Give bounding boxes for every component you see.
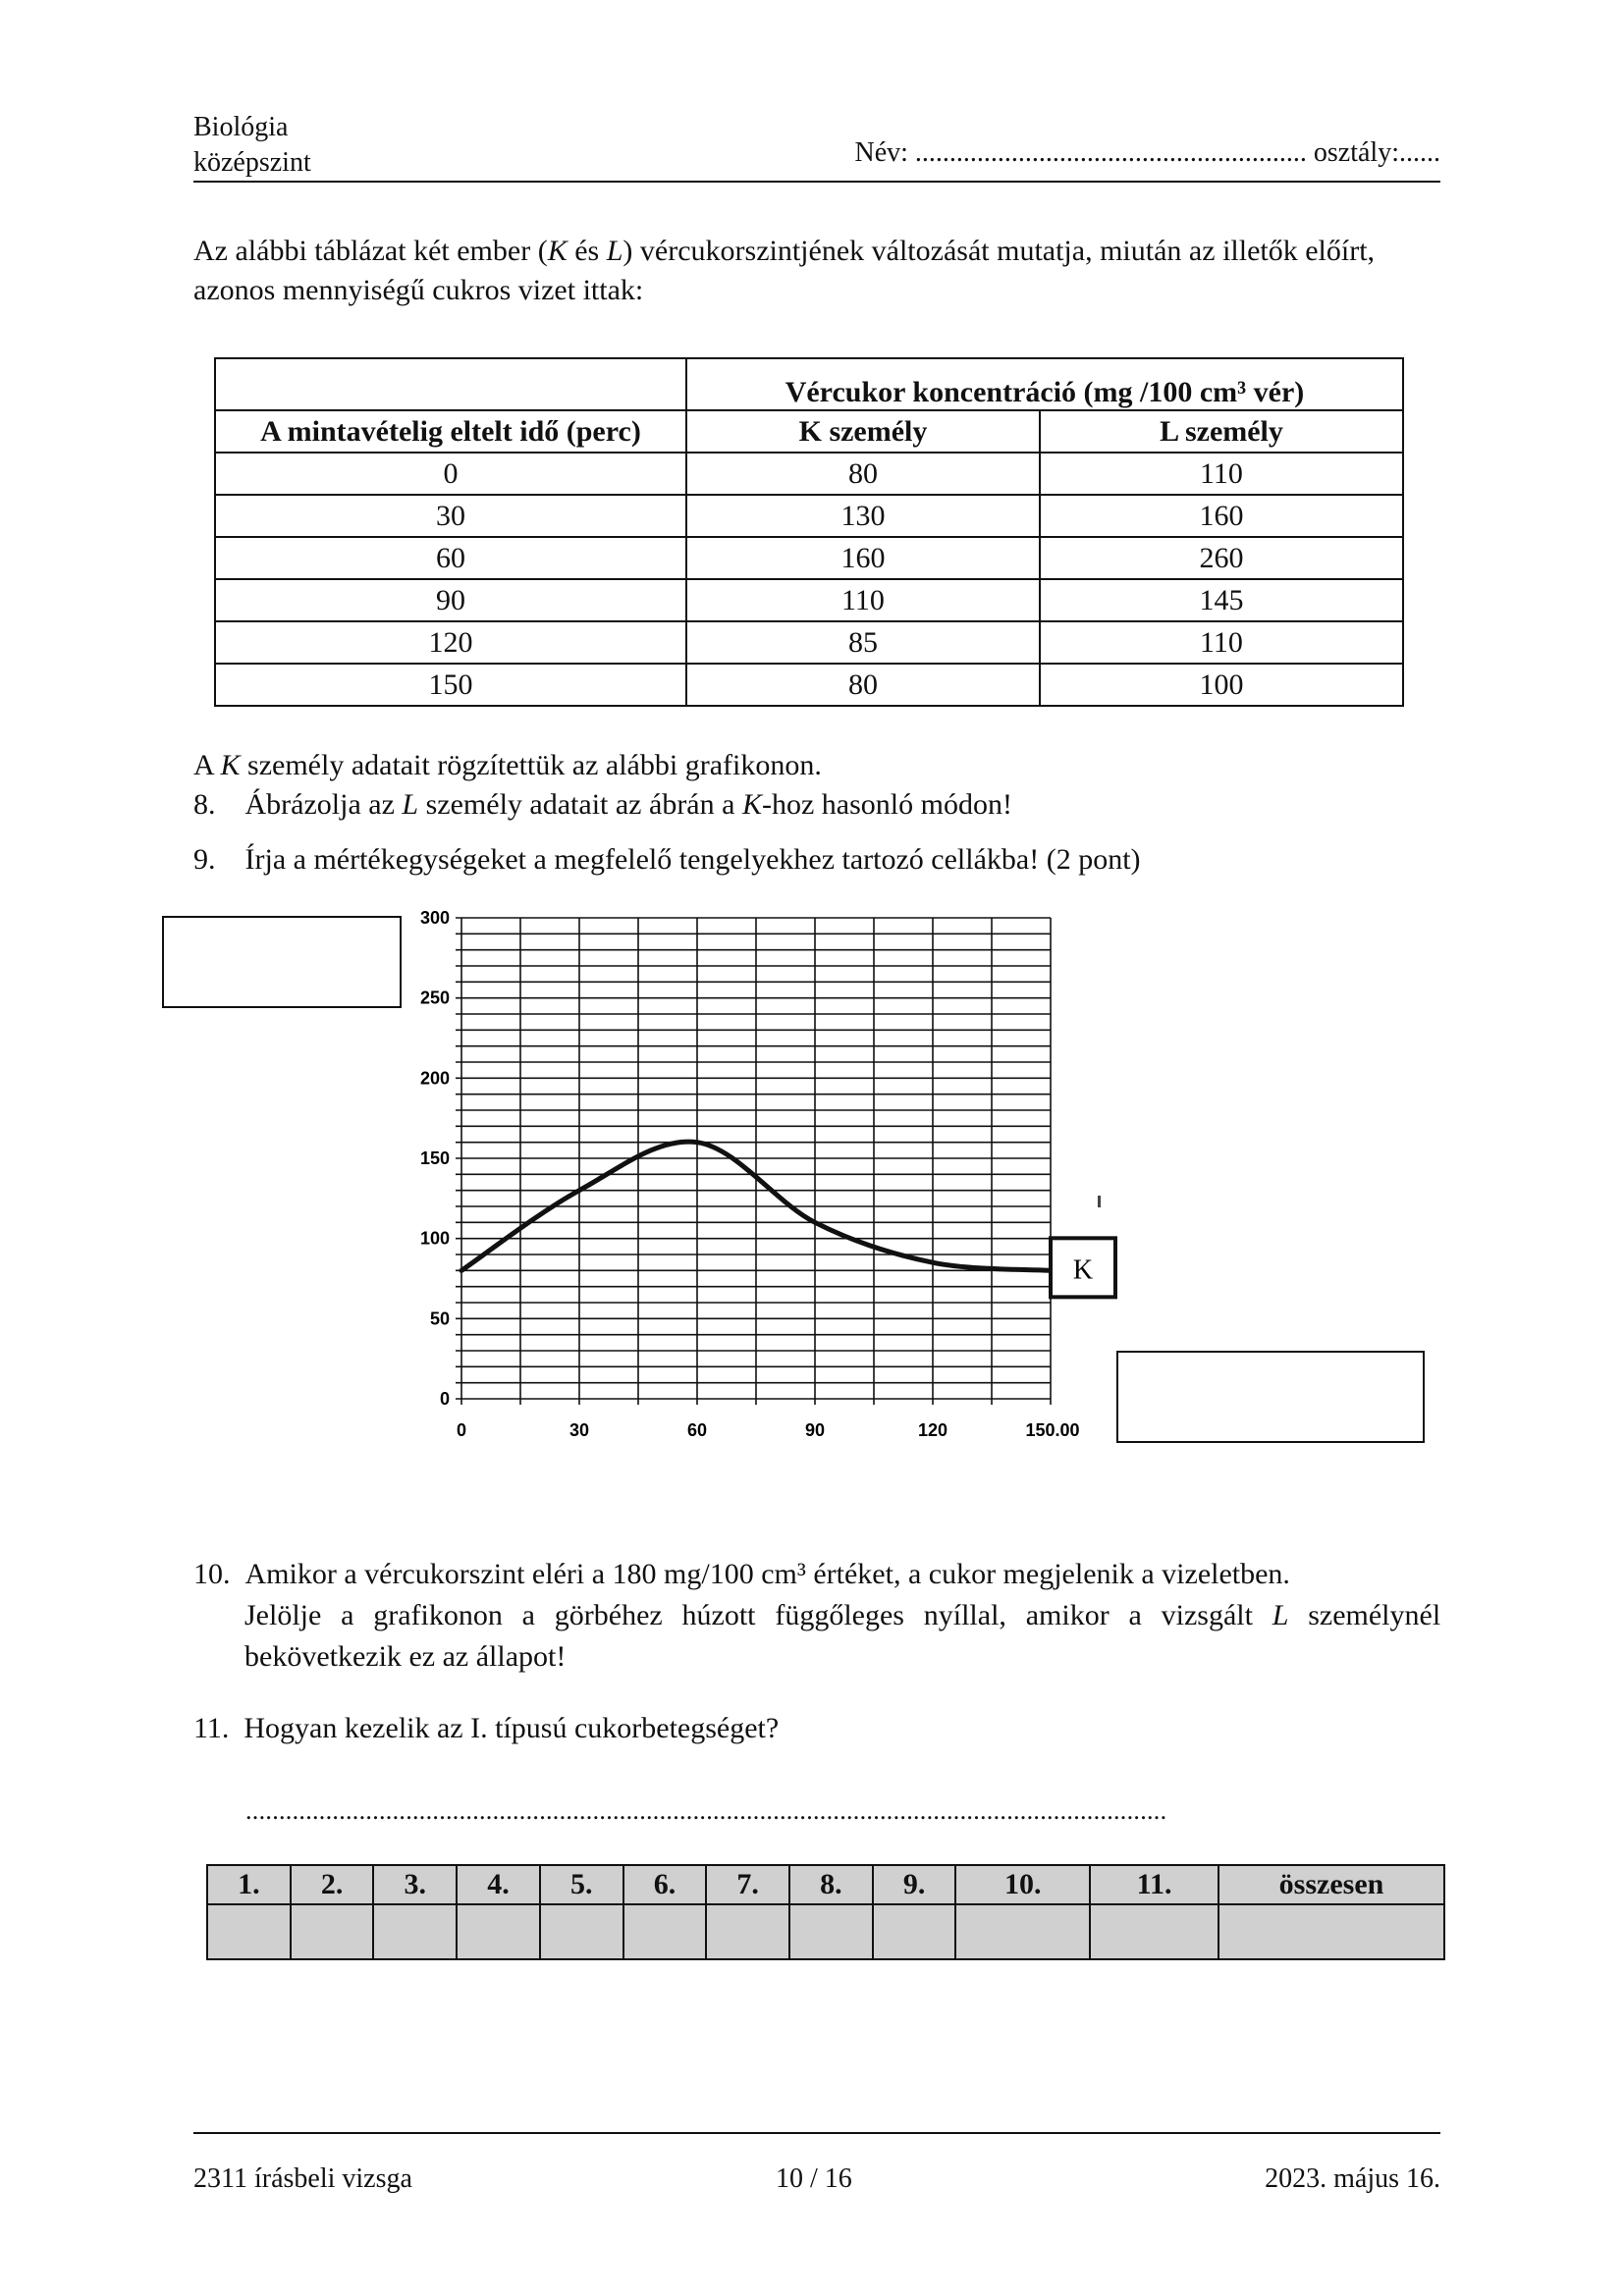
time-cell: 150 <box>215 664 686 706</box>
x-tick-label: 60 <box>686 1420 708 1440</box>
time-cell: 120 <box>215 621 686 664</box>
header-name-class-field: Név: ......................................................... osztály:...... <box>854 137 1440 168</box>
k-value-cell: 110 <box>686 579 1040 621</box>
header-subject: Biológia <box>193 112 289 142</box>
score-header-cell: összesen <box>1218 1865 1444 1904</box>
footer-exam: 2311 írásbeli vizsga <box>193 2163 412 2194</box>
table-row <box>215 579 1403 621</box>
y-tick-label: 0 <box>439 1389 450 1409</box>
score-header-cell: 1. <box>207 1865 291 1904</box>
answer-line-11[interactable]: .......................................................................................................................................... <box>245 1796 1167 1825</box>
table-row <box>215 495 1403 537</box>
table-row <box>215 621 1403 664</box>
score-header-cell: 8. <box>789 1865 873 1904</box>
score-input-cell[interactable] <box>457 1904 540 1959</box>
k-value-cell: 80 <box>686 453 1040 495</box>
table-row <box>215 664 1403 706</box>
time-cell: 90 <box>215 579 686 621</box>
time-cell: 60 <box>215 537 686 579</box>
score-header-cell: 9. <box>873 1865 956 1904</box>
k-value-cell: 130 <box>686 495 1040 537</box>
y-tick-label: 300 <box>419 908 450 928</box>
x-axis-unit-answer-cell[interactable] <box>1116 1351 1425 1443</box>
k-value-cell: 160 <box>686 537 1040 579</box>
score-input-cell[interactable] <box>373 1904 457 1959</box>
l-value-cell: 145 <box>1040 579 1403 621</box>
k-value-cell: 80 <box>686 664 1040 706</box>
score-header-cell: 2. <box>291 1865 374 1904</box>
l-value-cell: 260 <box>1040 537 1403 579</box>
score-header-cell: 4. <box>457 1865 540 1904</box>
score-input-cell[interactable] <box>540 1904 623 1959</box>
y-axis-unit-answer-cell[interactable] <box>162 916 402 1008</box>
question-9: 9. Írja a mértékegységeket a megfelelő tengelyekhez tartozó cellákba! (2 pont) <box>193 843 1141 876</box>
question-10-line1: 10. Amikor a vércukorszint eléri a 180 mg/100 cm³ értéket, a cukor megjelenik a vizeletben. <box>193 1558 1290 1590</box>
x-tick-label: 0 <box>456 1420 467 1440</box>
x-tick-label: 30 <box>568 1420 590 1440</box>
table-header-k: K személy <box>686 410 1040 453</box>
question-10-line2: Jelölje a grafikonon a görbéhez húzott függőleges nyíllal, amikor a vizsgált L személynél bekövetkezik ez az állapot! <box>244 1599 1441 1673</box>
footer-rule <box>193 2132 1440 2134</box>
question-10 <box>193 1554 1440 1678</box>
header-rule <box>193 181 1440 183</box>
l-value-cell: 110 <box>1040 621 1403 664</box>
header-level: középszint <box>193 147 311 178</box>
footer-page-number: 10 / 16 <box>776 2163 852 2194</box>
table-row <box>215 537 1403 579</box>
score-header-cell: 10. <box>955 1865 1090 1904</box>
footer-date: 2023. május 16. <box>1265 2163 1440 2194</box>
score-input-cell[interactable] <box>291 1904 374 1959</box>
blood-sugar-chart[interactable] <box>393 893 1139 1463</box>
table-header-l: L személy <box>1040 410 1403 453</box>
k-value-cell: 85 <box>686 621 1040 664</box>
table-row <box>215 453 1403 495</box>
x-tick-label: 150.00 <box>1025 1420 1080 1440</box>
score-header-cell: 11. <box>1090 1865 1218 1904</box>
score-input-cell[interactable] <box>623 1904 707 1959</box>
y-tick-label: 100 <box>419 1228 450 1249</box>
x-tick-label: 120 <box>917 1420 948 1440</box>
question-8: 8. Ábrázolja az L személy adatait az ábrán a K-hoz hasonló módon! <box>193 788 1012 821</box>
y-tick-label: 50 <box>429 1308 450 1329</box>
header-subject-block <box>193 110 311 181</box>
score-input-cell[interactable] <box>789 1904 873 1959</box>
y-tick-label: 250 <box>419 988 450 1008</box>
score-header-cell: 6. <box>623 1865 707 1904</box>
series-label: K <box>1072 1255 1094 1286</box>
time-cell: 0 <box>215 453 686 495</box>
score-input-cell[interactable] <box>207 1904 291 1959</box>
time-cell: 30 <box>215 495 686 537</box>
score-input-cell[interactable] <box>706 1904 789 1959</box>
x-tick-label: 90 <box>804 1420 826 1440</box>
table-empty-corner <box>215 358 686 410</box>
table-header-concentration: Vércukor koncentráció (mg /100 cm³ vér) <box>686 358 1403 410</box>
score-header-cell: 5. <box>540 1865 623 1904</box>
l-value-cell: 110 <box>1040 453 1403 495</box>
score-input-cell[interactable] <box>1218 1904 1444 1959</box>
score-table <box>206 1864 1445 1960</box>
score-header-cell: 3. <box>373 1865 457 1904</box>
y-tick-label: 200 <box>419 1068 450 1089</box>
table-header-time: A mintavételig eltelt idő (perc) <box>215 410 686 453</box>
score-input-cell[interactable] <box>873 1904 956 1959</box>
text-after-table: A K személy adatait rögzítettük az alábbi grafikonon. <box>193 749 822 781</box>
l-value-cell: 160 <box>1040 495 1403 537</box>
score-input-cell[interactable] <box>955 1904 1090 1959</box>
question-11: 11. Hogyan kezelik az I. típusú cukorbetegséget? <box>193 1712 780 1744</box>
y-tick-label: 150 <box>419 1148 450 1168</box>
score-input-cell[interactable] <box>1090 1904 1218 1959</box>
intro-paragraph: Az alábbi táblázat két ember (K és L) vércukorszintjének változását mutatja, miután az illetők előírt, azonos mennyiségű cukros vizet ittak: <box>193 235 1376 306</box>
blood-sugar-table <box>214 357 1404 707</box>
score-header-cell: 7. <box>706 1865 789 1904</box>
l-value-cell: 100 <box>1040 664 1403 706</box>
